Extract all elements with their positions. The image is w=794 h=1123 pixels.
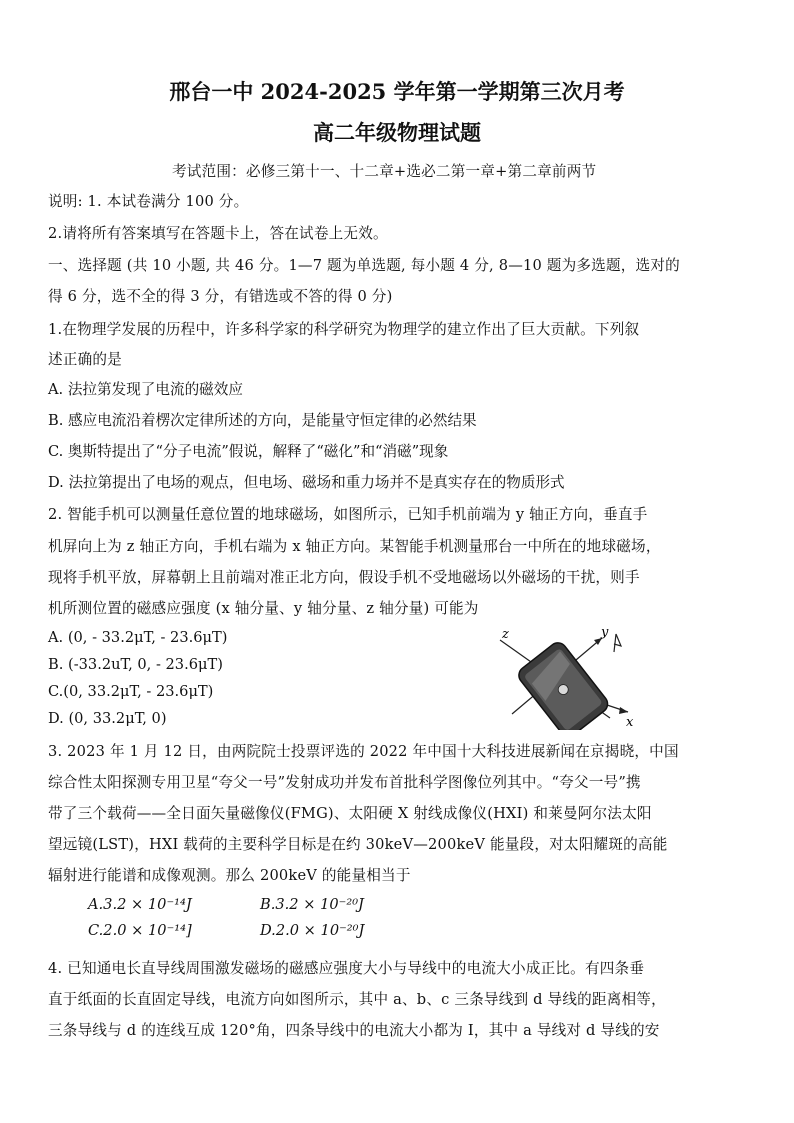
q2-option-c: C.(0, 33.2μT, - 23.6μT) [48, 683, 214, 700]
question-2-stem-cont: 机所测位置的磁感应强度 (x 轴分量、y 轴分量、z 轴分量) 可能为 [48, 600, 479, 617]
question-1-stem-cont: 述正确的是 [48, 351, 122, 368]
question-4-stem: 4. 已知通电长直导线周围激发磁场的磁感应强度大小与导线中的电流大小成正比。有四条垂 [48, 960, 645, 977]
question-4-stem-cont: 三条导线与 d 的连线互成 120°角，四条导线中的电流大小都为 I，其中 a 导线对 d 导线的安 [48, 1022, 660, 1039]
question-2-stem-cont: 机屏向上为 z 轴正方向，手机右端为 x 轴正方向。某智能手机测量邢台一中所在的地球磁场， [48, 538, 661, 555]
q2-option-d: D. (0, 33.2μT, 0) [48, 710, 167, 727]
x-axis-label: x [626, 715, 634, 730]
q1-option-a: A. 法拉第发现了电流的磁效应 [48, 381, 243, 398]
question-2-stem-cont: 现将手机平放，屏幕朝上且前端对准正北方向，假设手机不受地磁场以外磁场的干扰，则手 [48, 569, 640, 586]
phone-axes-figure [488, 626, 638, 730]
section-heading: 一、选择题 (共 10 小题, 共 46 分。1—7 题为单选题, 每小题 4 分, 8—10 题为多选题，选对的 [48, 257, 680, 274]
question-3-stem-cont: 综合性太阳探测专用卫星“夸父一号”发射成功并发布首批科学图像位列其中。“夸父一号”携 [48, 774, 641, 791]
question-1-stem: 1.在物理学发展的历程中，许多科学家的科学研究为物理学的建立作出了巨大贡献。下列叙 [48, 321, 640, 338]
q3-option-a: A.3.2 × 10⁻¹⁴J [88, 896, 192, 913]
question-3-stem: 3. 2023 年 1 月 12 日，由两院院士投票评选的 2022 年中国十大科技进展新闻在京揭晓，中国 [48, 743, 679, 760]
note-line: 2.请将所有答案填写在答题卡上，答在试卷上无效。 [48, 225, 388, 242]
exam-subtitle: 高二年级物理试题 [313, 120, 481, 145]
note-line: 说明: 1. 本试卷满分 100 分。 [48, 193, 249, 210]
phone-icon [515, 639, 611, 730]
exam-title: 邢台一中 2024-2025 学年第一学期第三次月考 [169, 79, 625, 104]
question-3-stem-cont: 望远镜(LST)，HXI 载荷的主要科学目标是在约 30keV—200keV 能量段，对太阳耀斑的高能 [48, 836, 668, 853]
question-3-stem-cont: 辐射进行能谱和成像观测。那么 200keV 的能量相当于 [48, 867, 411, 884]
z-axis-label: z [502, 627, 509, 642]
x-axis-arrow [619, 707, 628, 714]
q2-option-a: A. (0, - 33.2μT, - 23.6μT) [48, 629, 228, 646]
question-2-stem: 2. 智能手机可以测量任意位置的地球磁场，如图所示，已知手机前端为 y 轴正方向，垂直手 [48, 506, 648, 523]
q3-option-c: C.2.0 × 10⁻¹⁴] [88, 922, 192, 939]
section-heading-cont: 得 6 分，选不全的得 3 分，有错选或不答的得 0 分) [48, 288, 393, 305]
q2-option-b: B. (-33.2uT, 0, - 23.6μT) [48, 656, 223, 673]
q3-option-b: B.3.2 × 10⁻²⁰J [260, 896, 364, 913]
q1-option-d: D. 法拉第提出了电场的观点，但电场、磁场和重力场并不是真实存在的物质形式 [48, 474, 565, 491]
question-4-stem-cont: 直于纸面的长直固定导线，电流方向如图所示，其中 a、b、c 三条导线到 d 导线的距离相等， [48, 991, 666, 1008]
q1-option-b: B. 感应电流沿着楞次定律所述的方向，是能量守恒定律的必然结果 [48, 412, 477, 429]
north-mark-icon [614, 634, 621, 652]
question-3-stem-cont: 带了三个载荷——全日面矢量磁像仪(FMG)、太阳硬 X 射线成像仪(HXI) 和莱曼阿尔法太阳 [48, 805, 652, 822]
q1-option-c: C. 奥斯特提出了“分子电流”假说，解释了“磁化”和“消磁”现象 [48, 443, 449, 460]
q3-option-d: D.2.0 × 10⁻²⁰J [260, 922, 365, 939]
y-axis-label: y [601, 626, 609, 640]
exam-scope: 考试范围：必修三第十一、十二章+选必二第一章+第二章前两节 [172, 163, 597, 180]
